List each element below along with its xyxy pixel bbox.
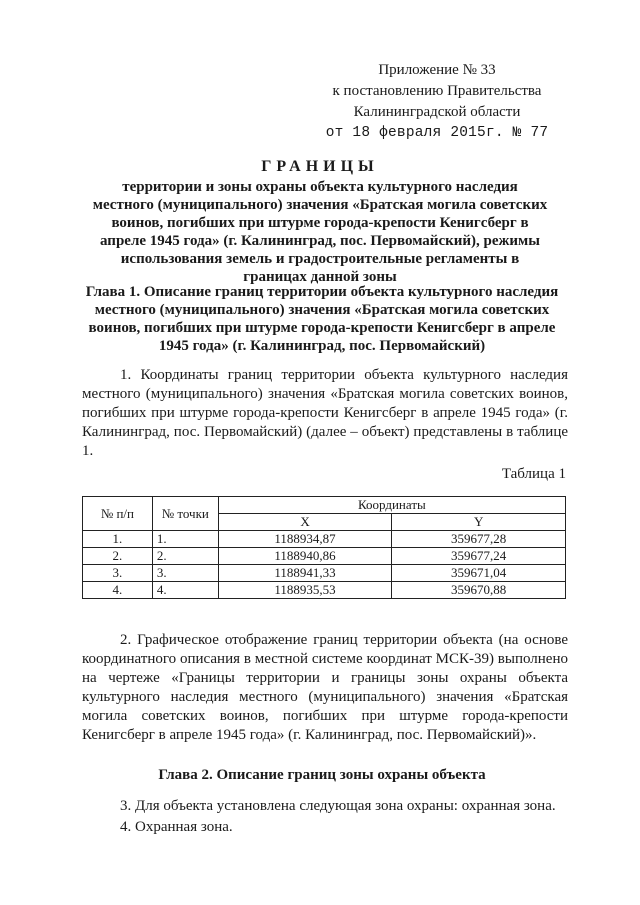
coordinates-table xyxy=(82,496,566,599)
header-x: X xyxy=(218,514,392,531)
cell-y: 359677,24 xyxy=(392,548,566,565)
cell-y: 359671,04 xyxy=(392,565,566,582)
header-point: № точки xyxy=(152,497,218,531)
paragraph-1 xyxy=(82,366,568,461)
title-heading: ГРАНИЦЫ xyxy=(261,158,379,175)
appendix-resolution: к постановлению Правительства xyxy=(332,83,542,99)
document-title xyxy=(90,158,550,286)
cell-num: 3. xyxy=(83,565,153,582)
cell-x: 1188940,86 xyxy=(218,548,392,565)
header-num: № п/п xyxy=(83,497,153,531)
paragraph-2 xyxy=(82,631,568,745)
cell-y: 359677,28 xyxy=(392,531,566,548)
list-item: 3. Для объекта установлена следующая зона охраны: охранная зона. xyxy=(120,798,556,814)
table-row xyxy=(83,565,566,582)
chapter2-heading: Глава 2. Описание границ зоны охраны объекта xyxy=(158,767,486,783)
cell-point: 2. xyxy=(152,548,218,565)
appendix-number: Приложение № 33 xyxy=(378,62,496,78)
header-coords: Координаты xyxy=(218,497,565,514)
appendix-block xyxy=(312,60,562,144)
appendix-region: Калининградской области xyxy=(353,104,521,120)
table-row xyxy=(83,548,566,565)
cell-x: 1188935,53 xyxy=(218,582,392,599)
cell-num: 4. xyxy=(83,582,153,599)
header-y: Y xyxy=(392,514,566,531)
list-item: 4. Охранная зона. xyxy=(120,819,233,835)
cell-point: 4. xyxy=(152,582,218,599)
paragraph-1-text: 1. Координаты границ территории объекта культурного наследия местного (муниципального) значения «Братская могила советских воинов, погибших при штурме города-крепости Кенигсберг в апреле 1945 года» (г. Калининград, пос. Первомайский) (далее – объект) представлены в таблице 1. xyxy=(82,367,568,459)
cell-num: 2. xyxy=(83,548,153,565)
cell-x: 1188934,87 xyxy=(218,531,392,548)
cell-num: 1. xyxy=(83,531,153,548)
title-text: территории и зоны охраны объекта культурного наследия местного (муниципального) значения «Братская могила советских воинов, погибших при штурме города-крепости Кенигсберг в апреле 1945 года» (г. Калининград, пос. Первомайский), режимы использования земель и градостроительные регламенты в границах данной зоны xyxy=(92,179,548,285)
chapter1-heading: Глава 1. Описание границ территории объекта культурного наследия местного (муниципального) значения «Братская могила советских воинов, погибших при штурме города-крепости Кенигсберг в апреле 1945 года» (г. Калининград, пос. Первомайский) xyxy=(85,284,559,354)
table-caption: Таблица 1 xyxy=(501,466,566,482)
paragraph-2-text: 2. Графическое отображение границ территории объекта (на основе координатного описания в местной системе координат МСК-39) выполнено на чертеже «Границы территории и границы зоны охраны объекта культурного наследия местного (муниципального) значения «Братская могила советских воинов, погибших при штурме города-крепости Кенигсберг в апреле 1945 года» (г. Калининград, пос. Первомайский)». xyxy=(82,632,568,743)
cell-y: 359670,88 xyxy=(392,582,566,599)
table-row xyxy=(83,531,566,548)
cell-point: 3. xyxy=(152,565,218,582)
cell-point: 1. xyxy=(152,531,218,548)
table-row xyxy=(83,582,566,599)
cell-x: 1188941,33 xyxy=(218,565,392,582)
appendix-date: от 18 февраля 2015г. № 77 xyxy=(325,125,549,141)
chapter2-list xyxy=(82,796,568,838)
